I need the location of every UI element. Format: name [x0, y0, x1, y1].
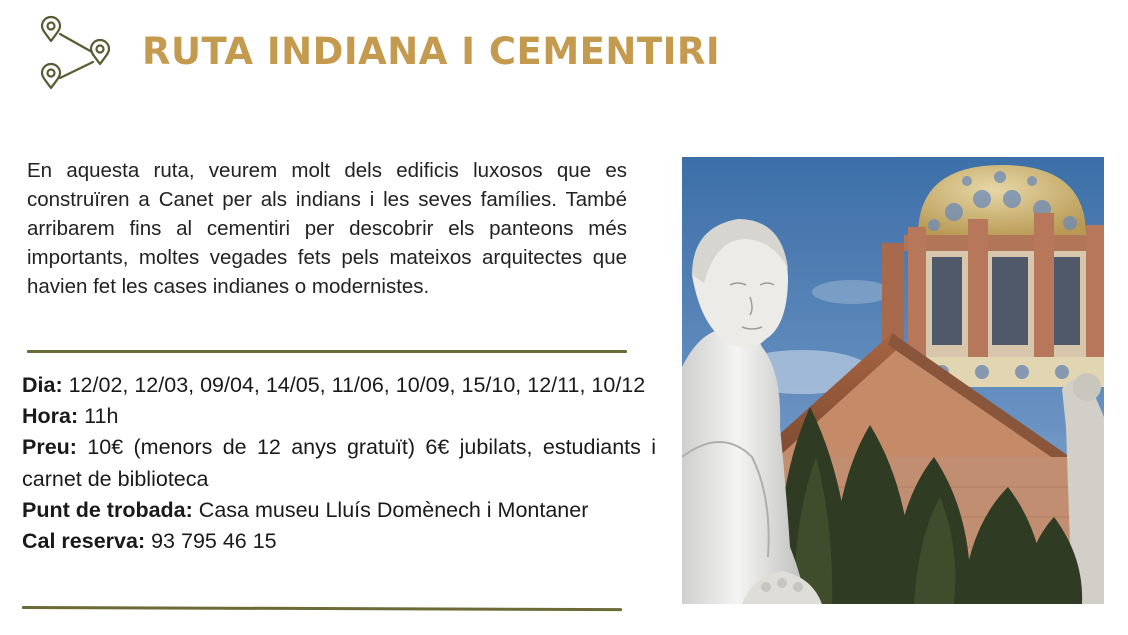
detail-dates-value: 12/02, 12/03, 09/04, 14/05, 11/06, 10/09, 15/10, 12/11, 10/12 — [62, 373, 646, 397]
detail-dates — [22, 370, 656, 401]
route-pins-icon — [36, 14, 114, 92]
detail-meeting-point-value: Casa museu Lluís Domènech i Montaner — [192, 497, 589, 522]
page-title: RUTA INDIANA I CEMENTIRI — [142, 30, 721, 73]
route-description: En aquesta ruta, veurem molt dels edificis luxosos que es construïren a Canet per als indians i les seves famílies. També arribarem fins al cementiri per descobrir els panteons més importants, moltes vegades fets pels mateixos arquitectes que havien fet les cases indianes o modernistes. — [27, 159, 627, 298]
divider-bottom — [22, 606, 622, 611]
detail-booking-label: Cal reserva: — [22, 529, 146, 554]
detail-booking-value: 93 795 46 15 — [145, 529, 277, 554]
detail-price — [22, 432, 656, 494]
detail-price-label: Preu: — [22, 435, 77, 460]
detail-price-value: 10€ (menors de 12 anys gratuït) 6€ jubilats, estudiants i carnet de biblioteca — [22, 435, 656, 491]
detail-time-label: Hora: — [22, 404, 79, 429]
detail-dates-label: Dia: — [22, 373, 63, 397]
route-details — [22, 370, 656, 557]
detail-booking — [22, 526, 656, 557]
detail-time-value: 11h — [78, 404, 119, 429]
divider-top — [27, 350, 627, 353]
statue-and-dome-photo — [682, 157, 1104, 604]
detail-meeting-point-label: Punt de trobada: — [22, 497, 193, 522]
detail-meeting-point — [22, 495, 656, 526]
detail-time — [22, 401, 656, 432]
